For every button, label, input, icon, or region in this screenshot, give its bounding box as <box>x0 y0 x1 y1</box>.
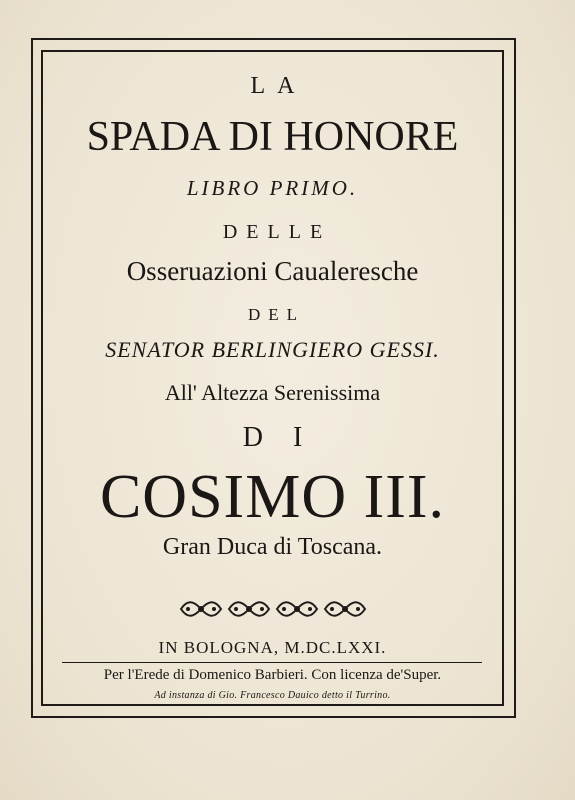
dedicatee-name: COSIMO III. <box>99 463 446 531</box>
author-name: SENATOR BERLINGIERO GESSI. <box>105 337 440 362</box>
title-article: LA <box>250 73 307 99</box>
fleuron-ornament-icon <box>275 598 319 620</box>
instance-line: Ad instanza di Gio. Francesco Dauico detto il Turrino. <box>154 690 391 701</box>
dedicatee-title: Gran Duca di Toscana. <box>162 534 383 560</box>
fleuron-ornament-icon <box>323 598 367 620</box>
fleuron-ornament-icon <box>227 598 271 620</box>
dedication-line: All' Altezza Serenissima <box>164 380 381 405</box>
preposition-del: DEL <box>247 305 306 324</box>
fleuron-row <box>41 598 504 620</box>
fleuron-ornament-icon <box>179 598 223 620</box>
work-subject: Osseruazioni Caualeresche <box>126 256 419 286</box>
printer-line: Per l'Erede di Domenico Barbieri. Con licenza de'Super. <box>103 667 442 683</box>
main-title: SPADA DI HONORE <box>86 114 459 160</box>
book-subtitle: LIBRO PRIMO. <box>186 176 359 200</box>
imprint-rule <box>62 662 482 663</box>
preposition-delle: DELLE <box>222 221 332 243</box>
imprint-place-date: IN BOLOGNA, M.DC.LXXI. <box>158 638 387 657</box>
preposition-di: DI <box>242 422 333 453</box>
